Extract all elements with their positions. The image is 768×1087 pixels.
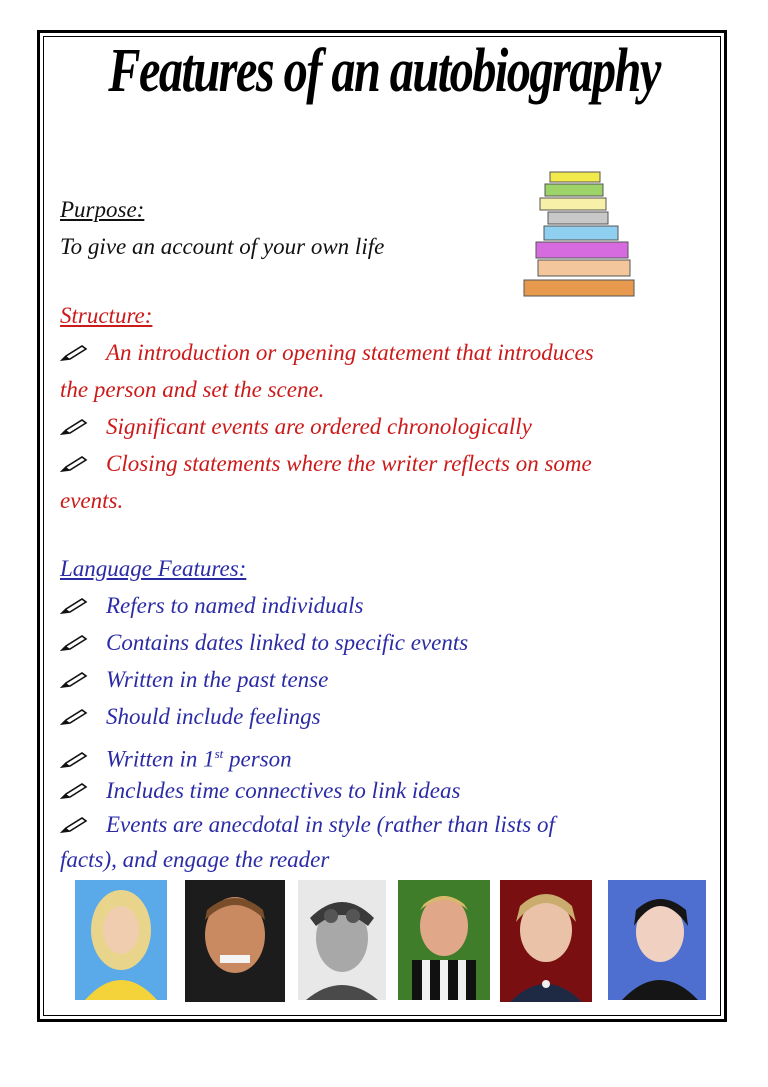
pencil-icon bbox=[60, 455, 88, 473]
structure-item-text: Significant events are ordered chronologically bbox=[106, 414, 532, 439]
language-item bbox=[60, 698, 321, 735]
pencil-icon bbox=[60, 597, 88, 615]
language-item-text: Written in the past tense bbox=[106, 667, 329, 692]
language-item bbox=[60, 772, 460, 809]
pencil-icon bbox=[60, 751, 88, 769]
portrait-photo bbox=[500, 880, 592, 1002]
pencil-icon bbox=[60, 634, 88, 652]
language-item-text: Events are anecdotal in style (rather than lists of bbox=[106, 812, 555, 837]
page-title: Features of an autobiography bbox=[108, 37, 660, 105]
portrait-row bbox=[60, 880, 710, 1005]
purpose-heading: Purpose: bbox=[60, 197, 145, 222]
portrait-photo bbox=[298, 880, 386, 1000]
structure-item bbox=[60, 408, 532, 445]
purpose-text: To give an account of your own life bbox=[60, 234, 385, 259]
books-clipart bbox=[520, 168, 638, 300]
portrait-photo bbox=[185, 880, 285, 1002]
language-item bbox=[60, 624, 468, 661]
pencil-icon bbox=[60, 708, 88, 726]
structure-item-cont: events. bbox=[60, 488, 124, 513]
language-item-text: Includes time connectives to link ideas bbox=[106, 778, 461, 803]
pencil-icon bbox=[60, 782, 88, 800]
language-item bbox=[60, 661, 328, 698]
language-item-text: Written in 1 bbox=[106, 746, 215, 772]
structure-item bbox=[60, 445, 592, 482]
language-heading: Language Features: bbox=[60, 556, 247, 581]
structure-item bbox=[60, 334, 594, 371]
pencil-icon bbox=[60, 418, 88, 436]
structure-item-text: An introduction or opening statement that introduces bbox=[106, 340, 594, 365]
superscript-st: st bbox=[214, 746, 224, 761]
pencil-icon bbox=[60, 671, 88, 689]
language-item-text: Contains dates linked to specific events bbox=[106, 630, 469, 655]
pencil-icon bbox=[60, 344, 88, 362]
portrait-photo bbox=[608, 880, 706, 1000]
structure-item-cont: the person and set the scene. bbox=[60, 377, 325, 402]
structure-heading: Structure: bbox=[60, 303, 153, 328]
structure-item-text: Closing statements where the writer reflects on some bbox=[106, 451, 592, 476]
pencil-icon bbox=[60, 816, 88, 834]
language-item-text: person bbox=[229, 746, 292, 772]
portrait-photo bbox=[398, 880, 490, 1000]
language-item bbox=[60, 806, 555, 843]
portrait-photo bbox=[75, 880, 167, 1000]
language-item-text: Should include feelings bbox=[106, 704, 321, 729]
language-item bbox=[60, 587, 363, 624]
language-item-cont: facts), and engage the reader bbox=[60, 847, 330, 872]
language-item-text: Refers to named individuals bbox=[106, 593, 364, 618]
